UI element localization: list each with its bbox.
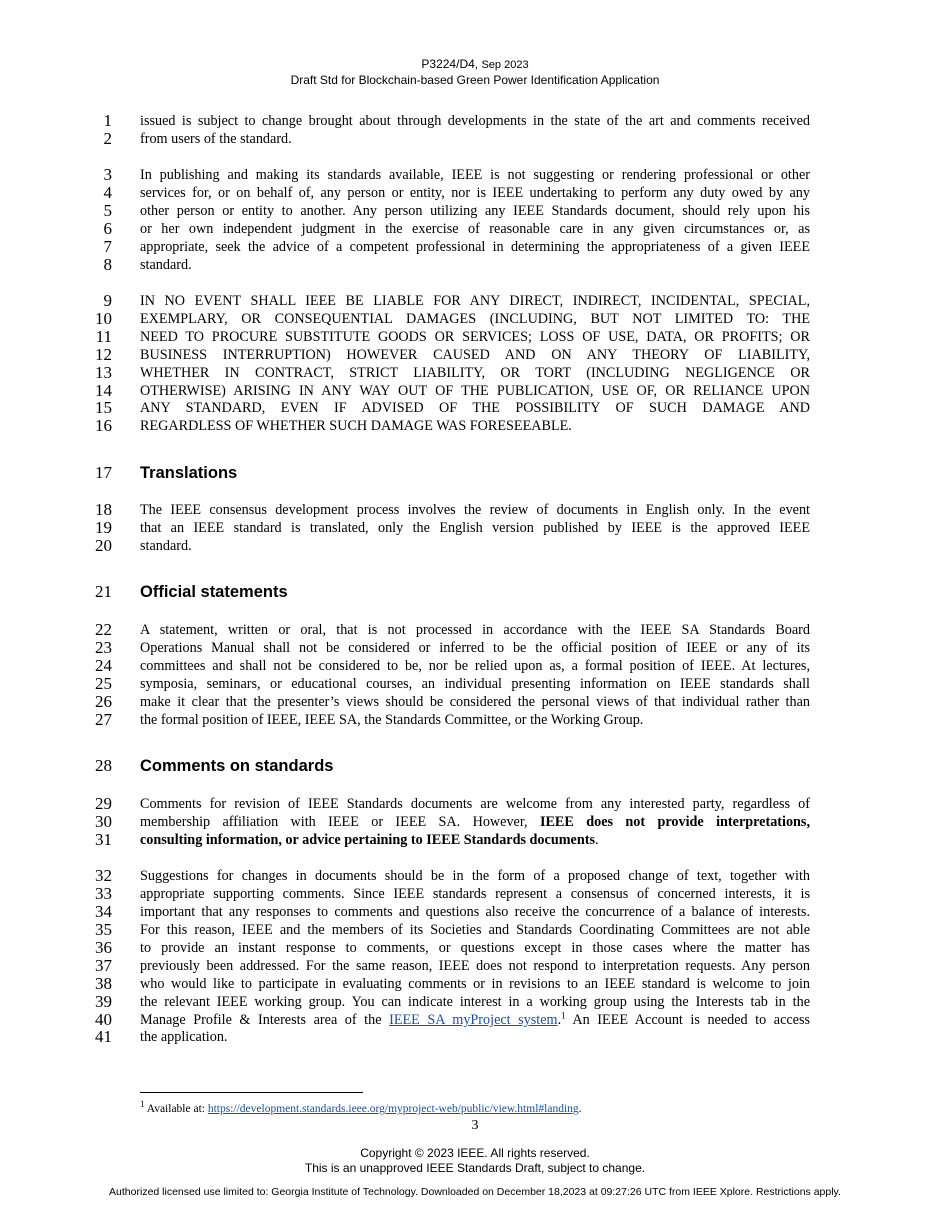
line-number: 3 xyxy=(103,165,112,184)
line-number: 11 xyxy=(95,327,112,346)
doc-date: Sep 2023 xyxy=(481,59,529,71)
line-number: 12 xyxy=(95,345,112,364)
section-heading-translations: Translations xyxy=(140,464,238,482)
line-number: 9 xyxy=(103,291,112,310)
line-number: 8 xyxy=(103,255,112,274)
text-line: Operations Manual shall not be considered or inferred to be the official position of IEEE or any of its xyxy=(140,640,810,656)
line-number: 19 xyxy=(95,518,112,537)
text-line: WHETHER IN CONTRACT, STRICT LIABILITY, OR TORT (INCLUDING NEGLIGENCE OR xyxy=(140,365,810,381)
text-line: issued is subject to change brought about through developments in the state of the art and comments received xyxy=(140,113,810,129)
text-line: other person or entity to another. Any person utilizing any IEEE Standards document, should rely upon his xyxy=(140,203,810,219)
text-line: ANY STANDARD, EVEN IF ADVISED OF THE POSSIBILITY OF SUCH DAMAGE AND xyxy=(140,400,810,416)
text-line: the relevant IEEE working group. You can indicate interest in a working group using the Interests tab in the xyxy=(140,994,810,1010)
section-heading-comments: Comments on standards xyxy=(140,757,334,775)
line-number: 24 xyxy=(95,656,112,675)
line-number: 7 xyxy=(103,237,112,256)
line-number: 1 xyxy=(103,111,112,130)
line-number: 37 xyxy=(95,956,112,975)
text-line: to provide an instant response to comments, or questions except in those cases where the matter has xyxy=(140,940,810,956)
text-line: IN NO EVENT SHALL IEEE BE LIABLE FOR ANY DIRECT, INDIRECT, INCIDENTAL, SPECIAL, xyxy=(140,293,810,309)
text-line: REGARDLESS OF WHETHER SUCH DAMAGE WAS FORESEEABLE. xyxy=(140,418,572,434)
text-line xyxy=(140,813,810,831)
line-number: 6 xyxy=(103,219,112,238)
line-number: 20 xyxy=(95,536,112,555)
footnote-url-link[interactable]: https://development.standards.ieee.org/myproject-web/public/view.html#landing xyxy=(207,1103,579,1115)
text-line xyxy=(140,831,810,849)
text-line: who would like to participate in evaluating comments or in revisions to an IEEE standard is welcome to join xyxy=(140,976,810,992)
line-number: 31 xyxy=(95,830,112,849)
text-line: standard. xyxy=(140,257,192,273)
text-line: symposia, seminars, or educational courses, an individual presenting information on IEEE standards shall xyxy=(140,676,810,692)
line-number: 21 xyxy=(95,582,112,601)
footnote-label: Available at: xyxy=(146,1103,205,1115)
page-number: 3 xyxy=(471,1118,479,1133)
line-number: 25 xyxy=(95,674,112,693)
line-number: 5 xyxy=(103,201,112,220)
myproject-system-link[interactable]: IEEE SA myProject system xyxy=(389,1012,558,1028)
text-line: committees and shall not be considered to be, nor be relied upon as, a formal position of IEEE. At lectures, xyxy=(140,658,810,674)
text-line: NEED TO PROCURE SUBSTITUTE GOODS OR SERVICES; LOSS OF USE, DATA, OR PROFITS; OR xyxy=(140,329,810,345)
text-span: Manage Profile & Interests area of the xyxy=(140,1012,382,1028)
text-line: previously been addressed. For the same reason, IEEE does not respond to interpretation requests. Any person xyxy=(140,958,810,974)
line-number: 27 xyxy=(95,710,112,729)
text-line: the application. xyxy=(140,1029,228,1045)
line-number: 40 xyxy=(95,1010,112,1029)
text-line: important that any responses to comments and questions also receive the concurrence of a balance of interests. xyxy=(140,904,810,920)
license-notice: Authorized licensed use limited to: Georgia Institute of Technology. Downloaded on December 18,2023 at 09:27:26 UTC from IEEE Xplore. Restrictions apply. xyxy=(109,1186,841,1198)
text-line: EXEMPLARY, OR CONSEQUENTIAL DAMAGES (INCLUDING, BUT NOT LIMITED TO: THE xyxy=(140,311,810,327)
footnote xyxy=(140,1099,582,1116)
text-line: from users of the standard. xyxy=(140,131,292,147)
line-number: 2 xyxy=(103,129,112,148)
text-line: services for, or on behalf of, any person or entity, nor is IEEE undertaking to perform any duty owed by any xyxy=(140,185,810,201)
line-number: 17 xyxy=(95,463,112,482)
line-number: 28 xyxy=(95,756,112,775)
draft-notice: This is an unapproved IEEE Standards Draft, subject to change. xyxy=(304,1161,646,1175)
line-number: 22 xyxy=(95,620,112,639)
text-line: For this reason, IEEE and the members of its Societies and Standards Coordinating Committees are not able xyxy=(140,922,810,938)
bold-notice: IEEE does not provide interpretations, xyxy=(539,814,810,830)
bold-notice: consulting information, or advice pertaining to IEEE Standards documents xyxy=(140,832,595,848)
text-line: The IEEE consensus development process involves the review of documents in English only. In the event xyxy=(140,502,810,518)
text-span: . xyxy=(594,832,599,848)
text-line: OTHERWISE) ARISING IN ANY WAY OUT OF THE PUBLICATION, USE OF, OR RELIANCE UPON xyxy=(140,383,810,399)
line-number: 4 xyxy=(103,183,112,202)
text-line: BUSINESS INTERRUPTION) HOWEVER CAUSED AND ON ANY THEORY OF LIABILITY, xyxy=(140,347,810,363)
running-header-title: Draft Std for Blockchain-based Green Power Identification Application xyxy=(290,73,660,87)
line-number: 41 xyxy=(95,1027,112,1046)
line-number: 32 xyxy=(95,866,112,885)
line-number: 39 xyxy=(95,992,112,1011)
line-number: 30 xyxy=(95,812,112,831)
line-number: 26 xyxy=(95,692,112,711)
doc-id: P3224/D4, xyxy=(421,57,479,71)
footnote-ref[interactable]: 1 xyxy=(561,1011,566,1021)
line-number: 16 xyxy=(95,416,112,435)
text-line: A statement, written or oral, that is not processed in accordance with the IEEE SA Standards Board xyxy=(140,622,810,638)
text-line: or her own independent judgment in the exercise of reasonable care in any given circumstances or, as xyxy=(140,221,810,237)
line-number: 33 xyxy=(95,884,112,903)
line-number: 14 xyxy=(95,381,112,400)
line-number: 15 xyxy=(95,398,112,417)
copyright-notice: Copyright © 2023 IEEE. All rights reserved. xyxy=(360,1146,590,1160)
text-line: Manage Profile & Interests area of the IEEE SA myProject system.$^1$ An IEEE Account is needed to access xyxy=(140,1011,810,1028)
section-heading-official-statements: Official statements xyxy=(140,583,288,601)
footnote-end: . xyxy=(578,1103,582,1115)
running-header-id xyxy=(0,57,950,72)
footnote-separator xyxy=(140,1092,363,1093)
text-span: An IEEE Account is needed to access xyxy=(572,1012,810,1028)
line-number: 35 xyxy=(95,920,112,939)
text-line: In publishing and making its standards available, IEEE is not suggesting or rendering professional or other xyxy=(140,167,810,183)
line-number: 18 xyxy=(95,500,112,519)
text-line: the formal position of IEEE, IEEE SA, the Standards Committee, or the Working Group. xyxy=(140,712,644,728)
text-line: that an IEEE standard is translated, only the English version published by IEEE is the approved IEEE xyxy=(140,520,810,536)
text-line: standard. xyxy=(140,538,192,554)
line-number: 10 xyxy=(95,309,112,328)
text-line: Suggestions for changes in documents should be in the form of a proposed change of text, together with xyxy=(140,868,810,884)
text-line: appropriate, seek the advice of a competent professional in determining the appropriateness of a given IEEE xyxy=(140,239,810,255)
line-number: 29 xyxy=(95,794,112,813)
text-line: appropriate supporting comments. Since IEEE standards represent a consensus of concerned interests, it is xyxy=(140,886,810,902)
line-number: 34 xyxy=(95,902,112,921)
line-number: 36 xyxy=(95,938,112,957)
text-line: Comments for revision of IEEE Standards documents are welcome from any interested party, regardless of xyxy=(140,796,810,812)
line-number: 38 xyxy=(95,974,112,993)
footnote-mark: 1 xyxy=(140,1099,145,1110)
text-span: membership affiliation with IEEE or IEEE SA. However, xyxy=(140,814,528,830)
text-line: make it clear that the presenter’s views should be considered the personal views of that individual rather than xyxy=(140,694,810,710)
line-number: 23 xyxy=(95,638,112,657)
line-number: 13 xyxy=(95,363,112,382)
